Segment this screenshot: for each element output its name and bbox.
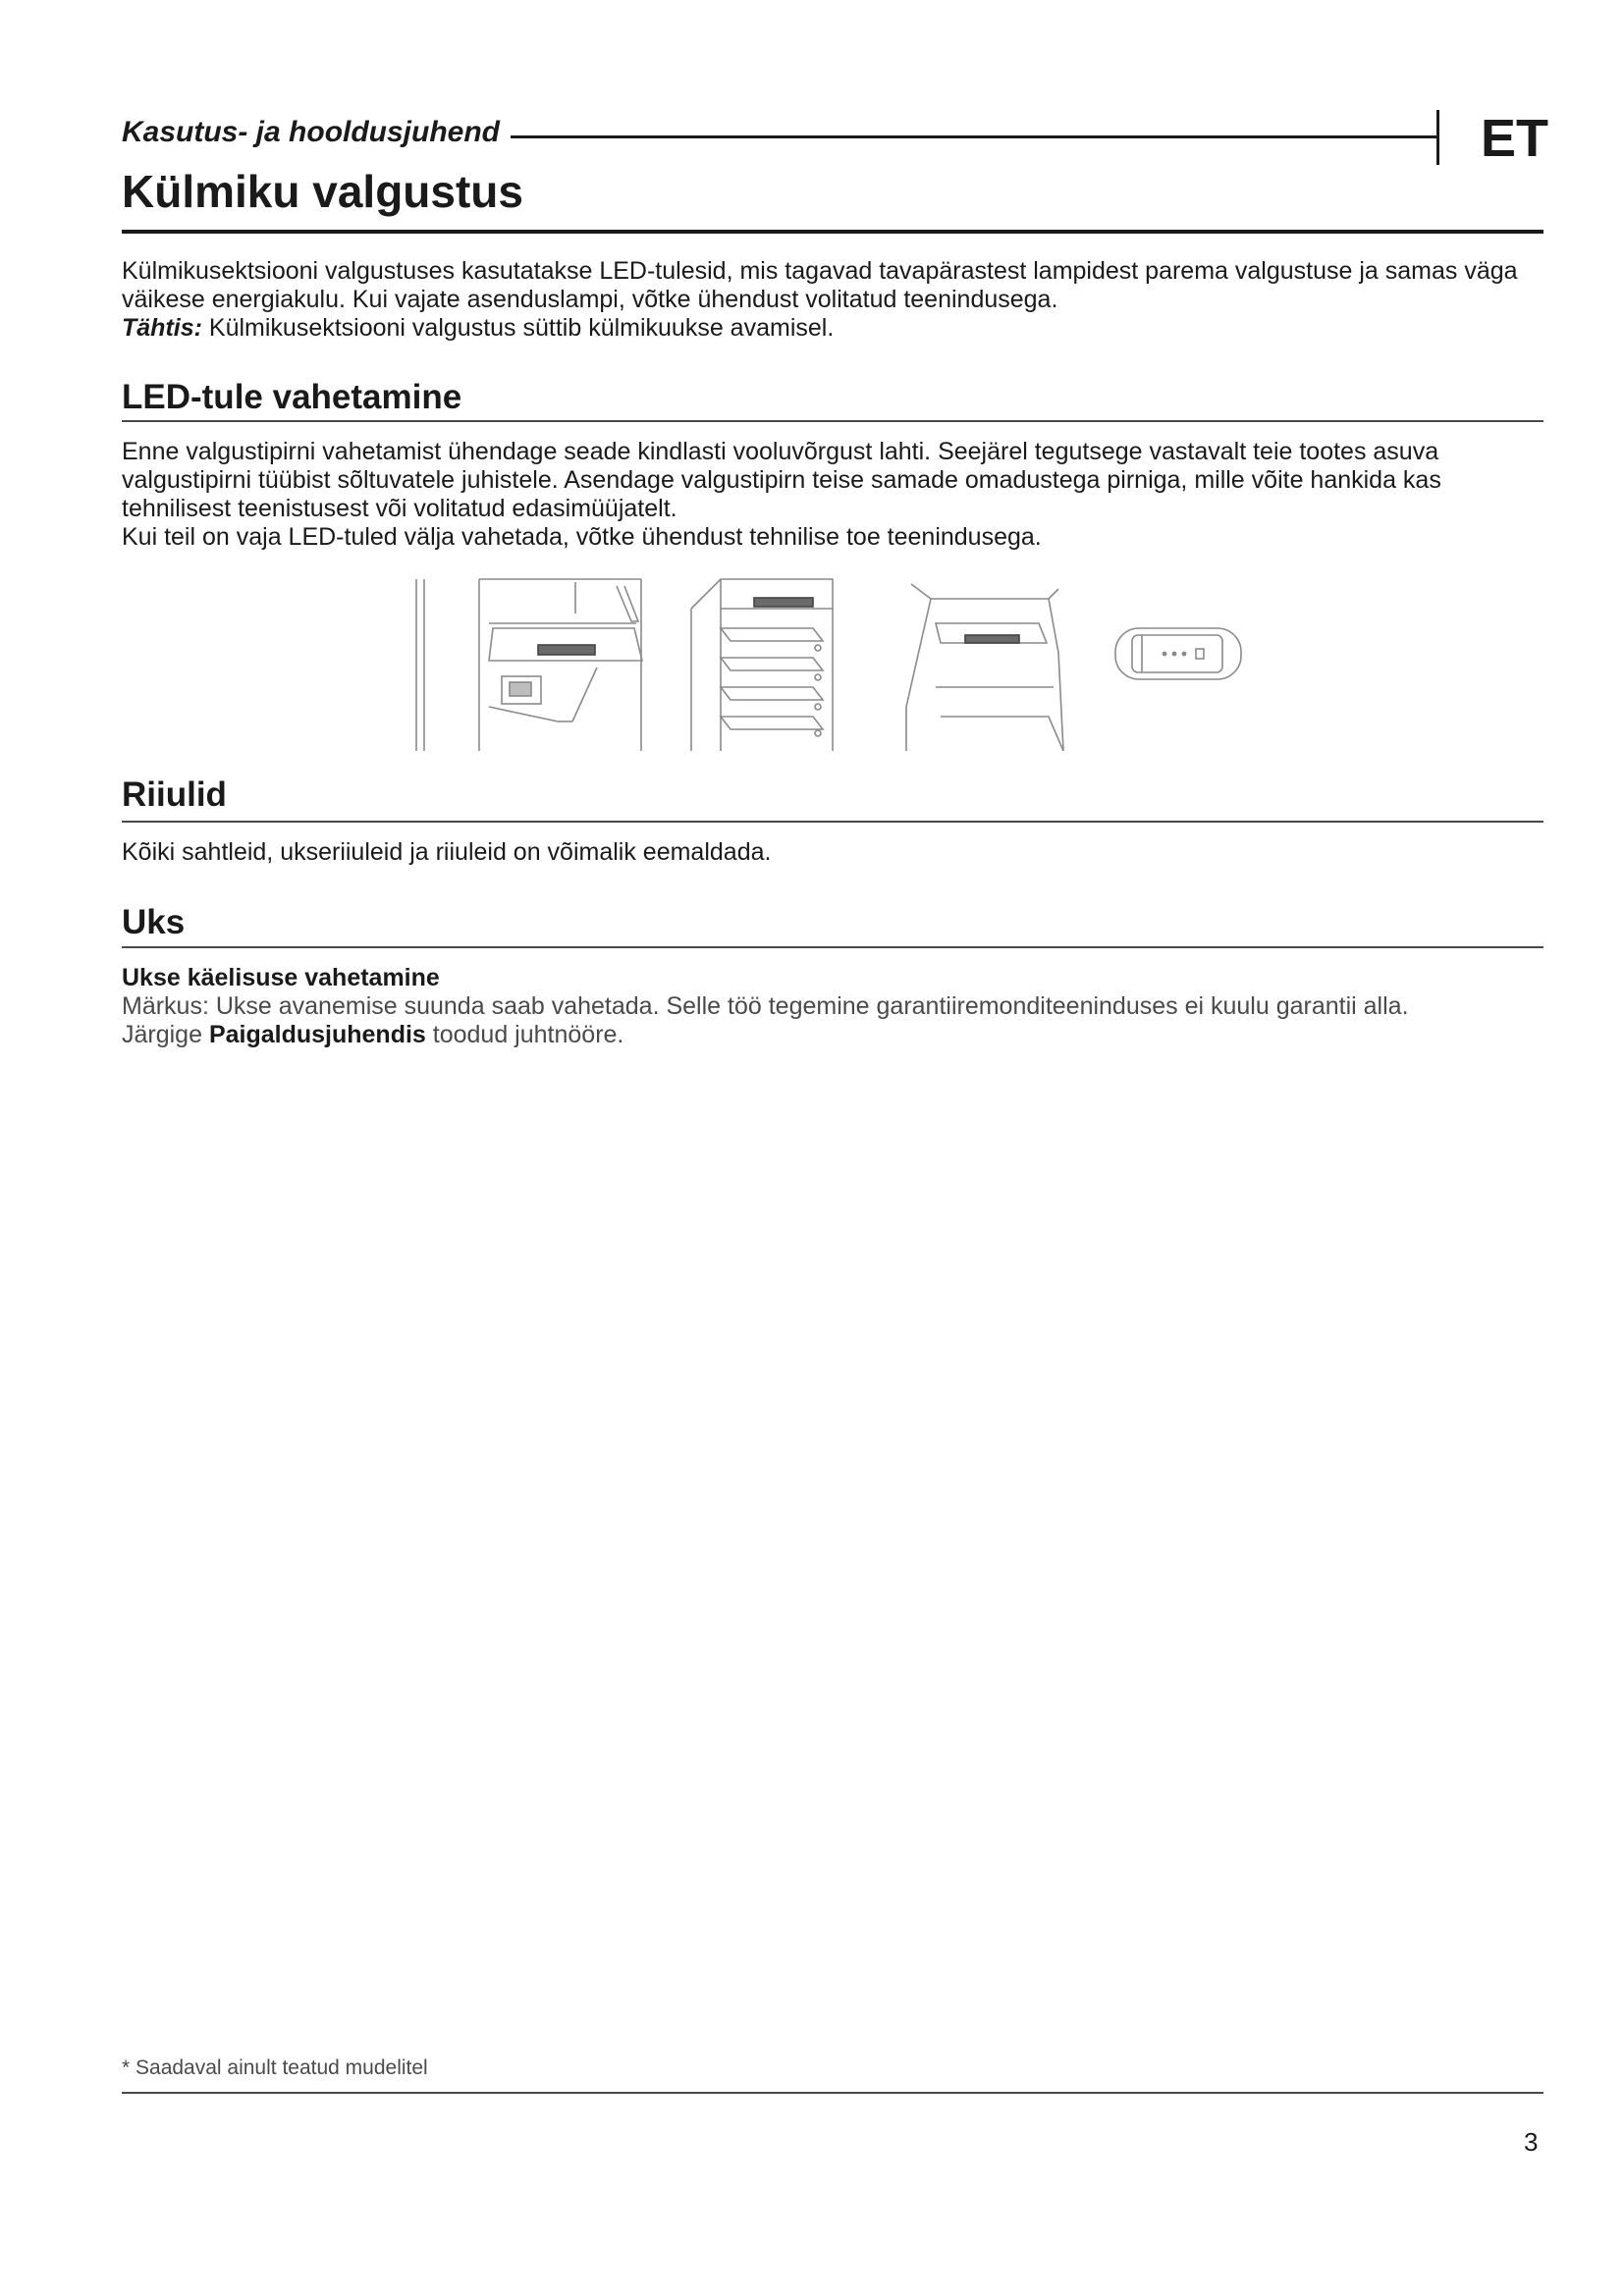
door-paragraph-1: Märkus: Ukse avanemise suunda saab vahetada. Selle töö tegemine garantiiremonditeeninduses ei kuulu garantii alla.: [122, 992, 1409, 1020]
door-instruction-suffix: toodud juhtnööre.: [425, 1021, 624, 1048]
page-number: 3: [1524, 2127, 1539, 2157]
door-heading: Uks: [122, 903, 186, 941]
led-panel-illustration: [906, 584, 1063, 751]
door-paragraph-2: [122, 1021, 1543, 1049]
header-rule: [511, 135, 1438, 138]
led-paragraph-1: Enne valgustipirni vahetamist ühendage seade kindlasti vooluvõrgust lahti. Seejärel tegutsege vastavalt teie tootes asuva valgustipirni tüübist sõltuvatele juhistele. Asendage valgustipirn teise samade omadustega pirniga, mille võite hankida kas tehnilisest teenistusest või volitatud edasimüüjatelt.: [122, 438, 1441, 522]
door-instruction-prefix: Järgige: [122, 1021, 209, 1048]
door-text: [122, 992, 1543, 1049]
lighting-note: [122, 314, 1543, 343]
door-subheading: Ukse käelisuse vahetamine: [122, 964, 440, 991]
manual-title: Kasutus- ja hooldusjuhend: [122, 116, 501, 148]
language-code: ET: [1481, 109, 1549, 168]
footer-rule: [122, 2092, 1543, 2094]
led-rule: [122, 420, 1543, 422]
led-text: [122, 438, 1543, 552]
footnote: * Saadaval ainult teatud mudelitel: [122, 2056, 428, 2079]
shelves-text: Kõiki sahtleid, ukseriiuleid ja riiuleid on võimalik eemaldada.: [122, 838, 772, 866]
fridge-interior-illustration: [416, 579, 642, 751]
led-module-illustration: [1115, 628, 1241, 679]
door-rule: [122, 946, 1543, 948]
installation-guide-reference: Paigaldusjuhendis: [208, 1021, 426, 1048]
led-heading: LED-tule vahetamine: [122, 378, 462, 416]
lighting-paragraph: Külmikusektsiooni valgustuses kasutatakse LED-tulesid, mis tagavad tavapärastest lampidest parema valgustuse ja samas väga väikese energiakulu. Kui vajate asenduslampi, võtke ühendust volitatud teenindusega.: [122, 257, 1518, 313]
note-label: Tähtis:: [122, 314, 202, 342]
lighting-text: [122, 257, 1543, 343]
led-illustrations: [410, 574, 1274, 751]
fridge-shelves-illustration: [691, 579, 833, 751]
shelves-rule: [122, 821, 1543, 823]
header-divider: [1436, 110, 1439, 165]
title-rule: [122, 230, 1543, 234]
page-title: Külmiku valgustus: [122, 166, 523, 217]
led-paragraph-2: Kui teil on vaja LED-tuled välja vahetada, võtke ühendust tehnilise toe teenindusega.: [122, 523, 1042, 551]
note-text: Külmikusektsiooni valgustus süttib külmikuukse avamisel.: [201, 314, 835, 342]
shelves-heading: Riiulid: [122, 775, 227, 814]
